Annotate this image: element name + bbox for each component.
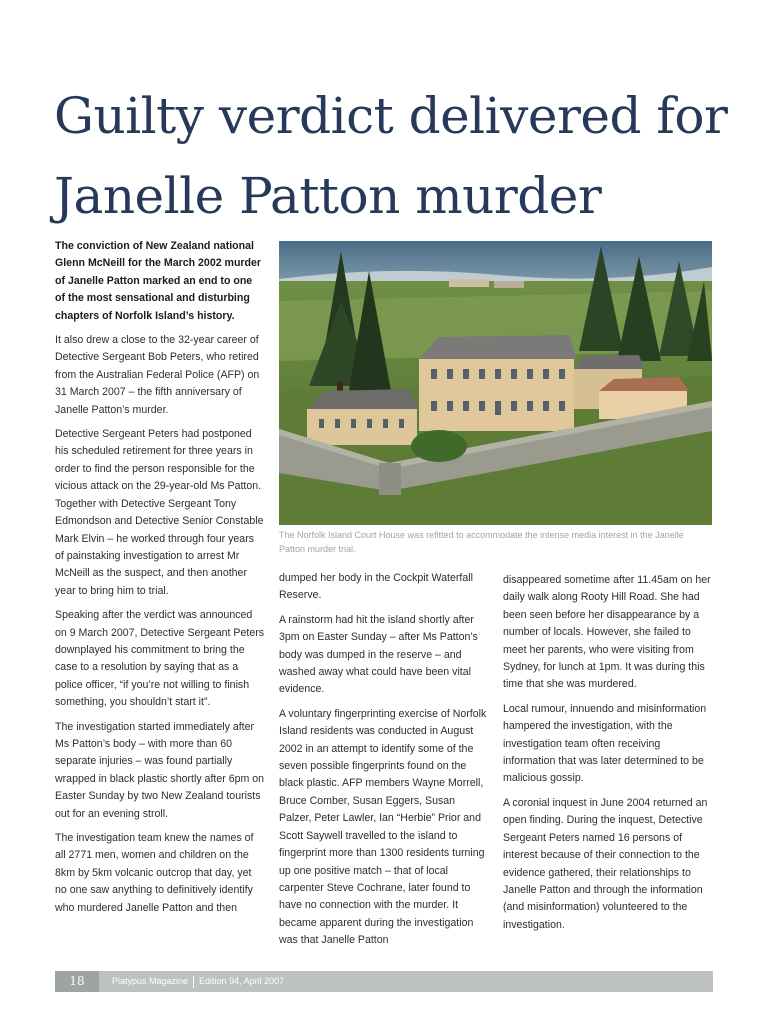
headline-line-2: Janelle Patton murder: [54, 167, 602, 225]
photo-caption: The Norfolk Island Court House was refitted to accommodate the intense media interest in the Janelle Patton murder trial.: [279, 530, 684, 554]
article-column-2: [279, 570, 489, 957]
footer-divider: [193, 976, 194, 988]
article-headline: [54, 76, 734, 236]
edition-label: Edition 94, April 2007: [199, 976, 285, 986]
paragraph: dumped her body in the Cockpit Waterfall Reserve.: [279, 572, 473, 602]
paragraph: disappeared sometime after 11.45am on her daily walk along Rooty Hill Road. She had been seen before her disappearance by a number of locals. However, she failed to meet her parents, who were visiting from Sydney, for lunch at 1pm. It was during this time that she was murdered.: [503, 574, 711, 691]
paragraph: Local rumour, innuendo and misinformation hampered the investigation, with the investigation team often receiving information that was later determined to be malicious gossip.: [503, 702, 707, 785]
article-column-3: [503, 572, 715, 941]
paragraph: Detective Sergeant Peters had postponed his scheduled retirement for three years in order to find the person responsible for the vicious attack on the 29-year-old Ms Patton. Together with Detective Sergeant Tony Edmondson and Detective Senior Constable Mark Elvin – he worked through four years of painstaking investigation to arrest Mr McNeill as the suspect, and then another year to bring him to trial.: [55, 428, 264, 597]
paragraph: Speaking after the verdict was announced on 9 March 2007, Detective Sergeant Peters downplayed his commitment to bring the case to a resolution by saying that as a police officer, “if you’re not willing to finish something, you shouldn’t start it”.: [55, 609, 265, 709]
paragraph: The investigation team knew the names of all 2771 men, women and children on the 8km by 5km volcanic outcrop that day, yet no one saw anything to definitively identify who murdered Janelle Patton and then: [55, 832, 254, 914]
article-lede: The conviction of New Zealand national Glenn McNeill for the March 2002 murder of Janelle Patton marked an end to one of the most sensational and disturbing chapters of Norfolk Island’s history.: [55, 240, 262, 322]
court-house-photo: [279, 241, 712, 525]
magazine-name: Platypus Magazine: [112, 976, 189, 986]
paragraph: A coronial inquest in June 2004 returned an open finding. During the inquest, Detective Sergeant Peters named 16 persons of interest because of their connection to the evidence gathered, their relationships to Janelle Patton and through the information (and misinformation) volunteered to the investigation.: [503, 796, 708, 931]
headline-line-1: Guilty verdict delivered for: [54, 87, 728, 145]
footer-publication-info: [112, 971, 284, 992]
paragraph: It also drew a close to the 32-year career of Detective Sergeant Bob Peters, who retired from the Australian Federal Police (AFP) on 31 March 2007 – the fifth anniversary of Janelle Patton’s murder.: [55, 334, 260, 416]
paragraph: A voluntary fingerprinting exercise of Norfolk Island residents was conducted in August 2002 in an attempt to identify some of the seven possible fingerprints found on the black plastic. AFP members Wayne Morrell, Bruce Comber, Susan Eggers, Susan Palzer, Peter Lawler, Ian “Herbie” Prior and Scott Saywell travelled to the island to fingerprint more than 1300 residents turning up one positive match – that of local carpenter Steve Cochrane, later found to have no connection with the murder. It became apparent during the investigation was that Janelle Patton: [279, 707, 487, 947]
article-column-1: [55, 238, 265, 924]
paragraph: The investigation started immediately after Ms Patton’s body – with more than 60 separate injuries – was found partially wrapped in black plastic shortly after 6pm on Easter Sunday by two New Zealand tourists out for an evening stroll.: [55, 720, 265, 820]
page-number: 18: [55, 971, 99, 992]
paragraph: A rainstorm had hit the island shortly after 3pm on Easter Sunday – after Ms Patton’s body was dumped in the reserve – and washed away what could have been vital evidence.: [279, 613, 478, 696]
